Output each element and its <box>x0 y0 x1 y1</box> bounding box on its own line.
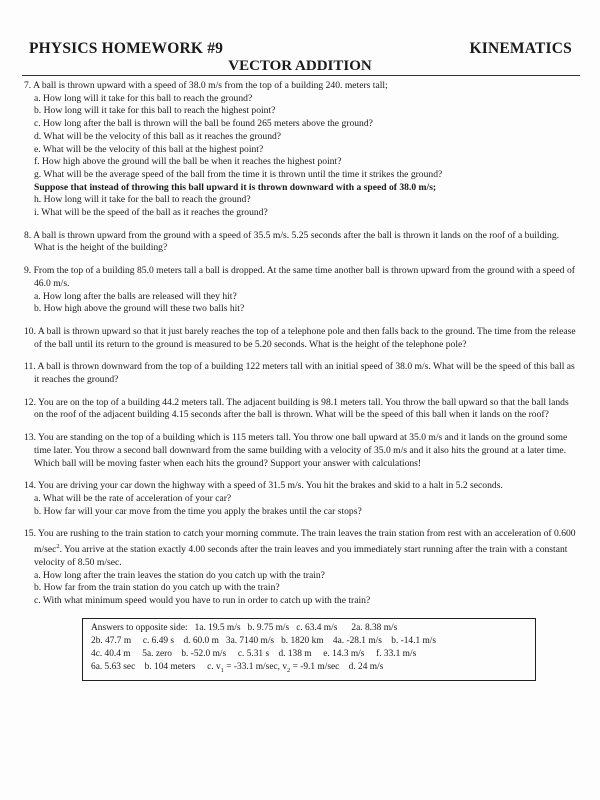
problem-part: b. How high above the ground will these two balls hit? <box>34 303 245 315</box>
problem-part: g. What will be the average speed of the ball from the time it is thrown until the time it strikes the ground? <box>34 168 443 180</box>
problem-11 <box>24 361 576 386</box>
problem-part: c. With what minimum speed would you have to run in order to catch up with the train? <box>34 595 371 607</box>
answers-row <box>91 661 527 677</box>
problem-part: b. How far from the train station do you catch up with the train? <box>34 582 280 594</box>
header-title: PHYSICS HOMEWORK #9 <box>29 40 224 57</box>
problem-text: 12. You are on the top of a building 44.2 meters tall. The adjacent building is 98.1 meters tall. You throw the ball upward so that the ball lands on the roof of the adjacent building 4.15 seconds after the ball is thrown. What will be the speed of this ball when it lands on the roof? <box>24 396 569 421</box>
problem-part: c. How long after the ball is thrown will the ball be found 265 meters above the ground? <box>34 118 373 130</box>
problem-15 <box>24 528 576 607</box>
answers-row-part: = -33.1 m/sec, v <box>223 661 288 672</box>
page-subtitle: VECTOR ADDITION <box>228 58 372 74</box>
problem-text: 10. A ball is thrown upward so that it just barely reaches the top of a telephone pole and then falls back to the ground. The time from the release of the ball until its return to the ground is measured to be 5.20 seconds. What is the height of the telephone pole? <box>24 325 576 350</box>
problem-text: 8. A ball is thrown upward from the ground with a speed of 35.5 m/s. 5.25 seconds after the ball is thrown it lands on the roof of a building. What is the height of the building? <box>24 229 560 254</box>
problem-part: b. How long will it take for this ball to reach the highest point? <box>34 105 276 117</box>
problem-text-a: 15. You are rushing to the train station to catch your morning commute. The train leaves the train station from rest with an acceleration of 0.600 m/sec <box>24 528 576 556</box>
answers-row: 4c. 40.4 m 5a. zero b. -52.0 m/s c. 5.31 s d. 138 m e. 14.3 m/s f. 33.1 m/s <box>91 648 417 659</box>
answers-row: Answers to opposite side: 1a. 19.5 m/s b. 9.75 m/s c. 63.4 m/s 2a. 8.38 m/s <box>91 622 398 633</box>
problem-part: b. How far will your car move from the time you apply the brakes until the car stops? <box>34 505 362 517</box>
problem-part: a. How long after the train leaves the station do you catch up with the train? <box>34 569 325 581</box>
answers-row-part: 6a. 5.63 sec b. 104 meters c. v <box>91 661 221 672</box>
problem-text: 7. A ball is thrown upward with a speed of 38.0 m/s from the top of a building 240. meters tall; <box>24 80 388 91</box>
problem-part: d. What will be the velocity of this ball as it reaches the ground? <box>34 130 282 142</box>
problem-10 <box>24 326 576 351</box>
problem-part: a. How long after the balls are released will they hit? <box>34 290 237 302</box>
problem-8 <box>24 230 576 255</box>
problem-part: a. What will be the rate of acceleration of your car? <box>34 492 232 504</box>
problem-text: 9. From the top of a building 85.0 meters tall a ball is dropped. At the same time another ball is thrown upward from the ground with a speed of 46.0 m/s. <box>24 265 575 289</box>
problem-part: i. What will be the speed of the ball as it reaches the ground? <box>34 207 268 219</box>
problem-13 <box>24 432 576 470</box>
problem-part: e. What will be the velocity of this ball at the highest point? <box>34 143 264 155</box>
header-divider <box>22 75 580 76</box>
problem-text: 11. A ball is thrown downward from the top of a building 122 meters tall with an initial speed of 38.0 m/s. What will be the speed of this ball as it reaches the ground? <box>24 361 575 386</box>
exponent: 2 <box>56 543 60 551</box>
problem-text: 13. You are standing on the top of a building which is 115 meters tall. You throw one ball upward at 35.0 m/s and it lands on the ground some time later. You throw a second ball downward from the same building with a velocity of 35.0 m/s and it also hits the ground at a later time. Which ball will be moving faster when each hits the ground? Support your answer with calculations! <box>24 432 568 469</box>
problem-list <box>24 80 576 681</box>
problem-14 <box>24 480 576 518</box>
problem-part: h. How long will it take for the ball to reach the ground? <box>34 194 251 206</box>
problem-9 <box>24 265 576 316</box>
problem-note: Suppose that instead of throwing this ball upward it is thrown downward with a speed of 38.0 m/s; <box>34 181 437 193</box>
problem-7 <box>24 80 576 220</box>
answers-box <box>82 618 536 681</box>
answers-row: 2b. 47.7 m c. 6.49 s d. 60.0 m 3a. 7140 m/s b. 1820 km 4a. -28.1 m/s b. -14.1 m/s <box>91 635 437 646</box>
header-topic: KINEMATICS <box>469 40 572 57</box>
problem-part: f. How high above the ground will the ball be when it reaches the highest point? <box>34 156 342 168</box>
answers-row-part: = -9.1 m/sec d. 24 m/s <box>290 661 384 672</box>
problem-12 <box>24 397 576 422</box>
subscript: 1 <box>220 666 224 674</box>
subscript: 2 <box>287 666 291 674</box>
problem-text <box>24 528 576 569</box>
problem-text: 14. You are driving your car down the highway with a speed of 31.5 m/s. You hit the brakes and skid to a halt in 5.2 seconds. <box>24 480 503 492</box>
problem-text-b: . You arrive at the station exactly 4.00 seconds after the train leaves and you immediately start running after the train with a constant velocity of 8.50 m/sec. <box>34 544 568 568</box>
problem-part: a. How long will it take for this ball to reach the ground? <box>34 92 253 104</box>
